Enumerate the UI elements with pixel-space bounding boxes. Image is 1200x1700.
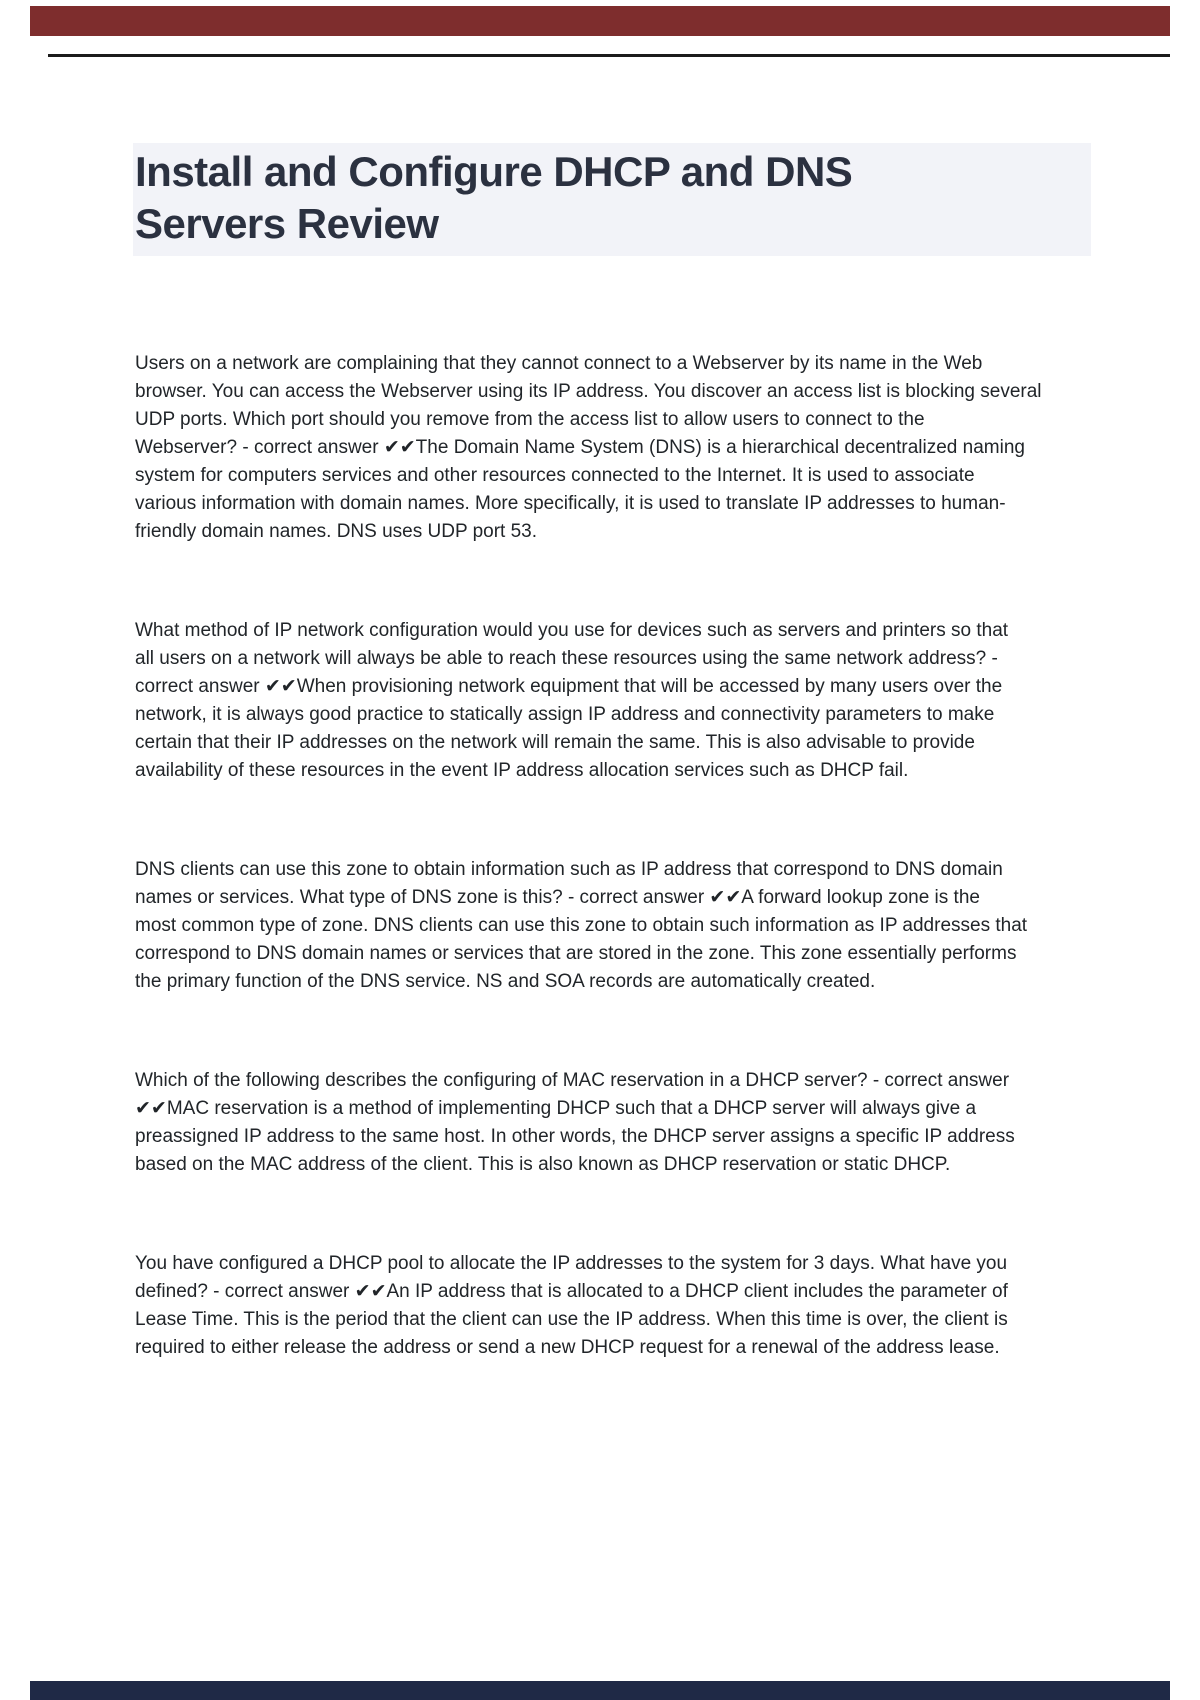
text-line: names or services. What type of DNS zone is this? - correct answer ✔✔A forward lookup zone is the bbox=[135, 887, 980, 908]
text-line: browser. You can access the Webserver using its IP address. You discover an access list is blocking several bbox=[135, 381, 1042, 402]
text-line: What method of IP network configuration would you use for devices such as servers and printers so that bbox=[135, 620, 1009, 641]
text-line: You have configured a DHCP pool to allocate the IP addresses to the system for 3 days. What have you bbox=[135, 1253, 1008, 1274]
text-line: system for computers services and other resources connected to the Internet. It is used to associate bbox=[135, 465, 975, 486]
text-line: preassigned IP address to the same host. In other words, the DHCP server assigns a specific IP address bbox=[135, 1126, 1015, 1147]
text-line: UDP ports. Which port should you remove from the access list to allow users to connect to the bbox=[135, 409, 925, 430]
paragraph bbox=[135, 350, 1083, 546]
page-title bbox=[133, 143, 1091, 256]
text-line: Webserver? - correct answer ✔✔The Domain Name System (DNS) is a hierarchical decentralized naming bbox=[135, 437, 1025, 458]
text-line: friendly domain names. DNS uses UDP port 53. bbox=[135, 521, 537, 542]
text-line: required to either release the address or send a new DHCP request for a renewal of the address lease. bbox=[135, 1337, 1000, 1358]
text-line: certain that their IP addresses on the network will remain the same. This is also advisable to provide bbox=[135, 732, 975, 753]
text-line: network, it is always good practice to statically assign IP address and connectivity parameters to make bbox=[135, 704, 995, 725]
paragraph bbox=[135, 1067, 1083, 1179]
paragraph bbox=[135, 856, 1083, 996]
text-line: various information with domain names. More specifically, it is used to translate IP addresses to human- bbox=[135, 493, 1006, 514]
text-line: Which of the following describes the configuring of MAC reservation in a DHCP server? - correct answer bbox=[135, 1070, 1010, 1091]
text-line: the primary function of the DNS service. NS and SOA records are automatically created. bbox=[135, 971, 876, 992]
paragraph bbox=[135, 617, 1083, 785]
text-line: defined? - correct answer ✔✔An IP address that is allocated to a DHCP client includes the parameter of bbox=[135, 1281, 1008, 1302]
text-line: correct answer ✔✔When provisioning network equipment that will be accessed by many users over the bbox=[135, 676, 1003, 697]
text-line: Lease Time. This is the period that the client can use the IP address. When this time is over, the client is bbox=[135, 1309, 1008, 1330]
bottom-page-edge-bar bbox=[30, 1681, 1170, 1700]
text-line: based on the MAC address of the client. This is also known as DHCP reservation or static DHCP. bbox=[135, 1154, 951, 1175]
text-line: Users on a network are complaining that they cannot connect to a Webserver by its name in the Web bbox=[135, 353, 983, 374]
page-title-line-1: Install and Configure DHCP and DNS bbox=[135, 148, 853, 195]
text-line: ✔✔MAC reservation is a method of implementing DHCP such that a DHCP server will always give a bbox=[135, 1098, 977, 1119]
document-body bbox=[135, 350, 1083, 1433]
text-line: most common type of zone. DNS clients can use this zone to obtain such information as IP addresses that bbox=[135, 915, 1028, 936]
top-page-edge-bar bbox=[30, 6, 1170, 36]
text-line: correspond to DNS domain names or services that are stored in the zone. This zone essentially performs bbox=[135, 943, 1017, 964]
text-line: all users on a network will always be able to reach these resources using the same network address? - bbox=[135, 648, 998, 669]
top-horizontal-rule bbox=[48, 54, 1170, 57]
text-line: availability of these resources in the event IP address allocation services such as DHCP fail. bbox=[135, 760, 909, 781]
text-line: DNS clients can use this zone to obtain information such as IP address that correspond to DNS domain bbox=[135, 859, 1003, 880]
page-title-line-2: Servers Review bbox=[135, 200, 439, 247]
paragraph bbox=[135, 1250, 1083, 1362]
